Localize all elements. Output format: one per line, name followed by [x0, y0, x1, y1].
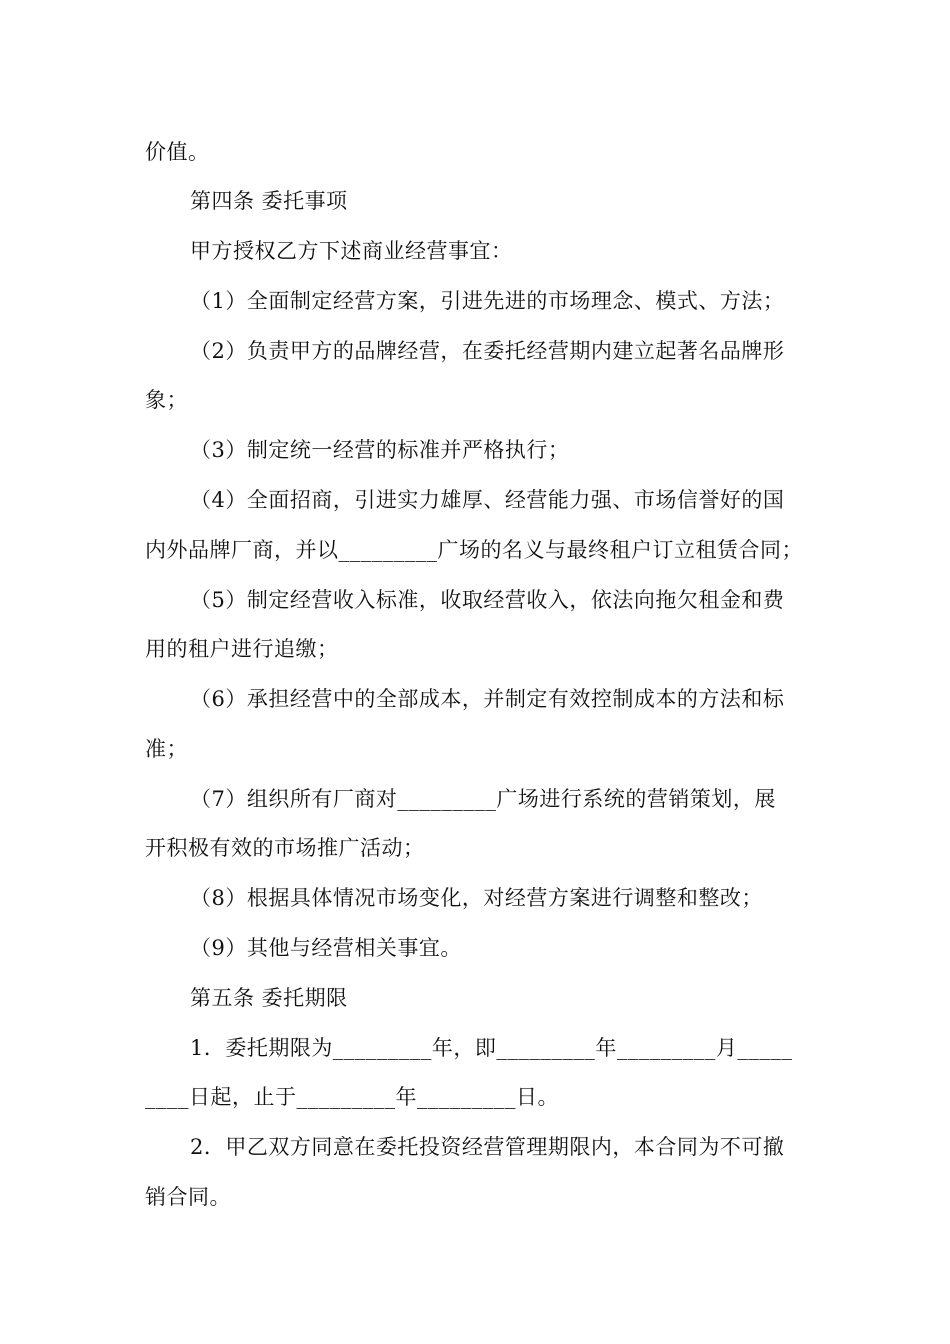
list-item: （9）其他与经营相关事宜。: [190, 936, 462, 960]
list-item: 2．甲乙双方同意在委托投资经营管理期限内，本合同为不可撤: [190, 1135, 785, 1159]
text-line: 甲方授权乙方下述商业经营事宜：: [190, 239, 513, 263]
list-item: （7）组织所有厂商对_________广场进行系统的营销策划，展: [190, 787, 776, 811]
text-line: 准；: [145, 737, 188, 761]
list-item: （6）承担经营中的全部成本，并制定有效控制成本的方法和标: [190, 687, 785, 711]
list-item: （5）制定经营收入标准，收取经营收入，依法向拖欠租金和费: [190, 588, 785, 612]
text-line: ____日起，止于_________年_________日。: [145, 1085, 559, 1109]
text-line: 象；: [145, 388, 188, 412]
list-item: （3）制定统一经营的标准并严格执行；: [190, 438, 570, 462]
list-item: （8）根据具体情况市场变化，对经营方案进行调整和整改；: [190, 886, 763, 910]
list-item: （4）全面招商，引进实力雄厚、经营能力强、市场信誉好的国: [190, 488, 785, 512]
list-item: 1．委托期限为_________年，即_________年_________月_____: [190, 1036, 793, 1060]
list-item: （1）全面制定经营方案，引进先进的市场理念、模式、方法；: [190, 289, 785, 313]
text-line: 开积极有效的市场推广活动；: [145, 836, 425, 860]
text-line: 价值。: [145, 140, 210, 164]
list-item: （2）负责甲方的品牌经营，在委托经营期内建立起著名品牌形: [190, 339, 785, 363]
text-line: 销合同。: [145, 1185, 231, 1209]
article-heading: 第四条 委托事项: [190, 189, 348, 213]
article-heading: 第五条 委托期限: [190, 986, 348, 1010]
text-line: 内外品牌厂商，并以_________广场的名义与最终租户订立租赁合同；: [145, 538, 803, 562]
text-line: 用的租户进行追缴；: [145, 637, 339, 661]
